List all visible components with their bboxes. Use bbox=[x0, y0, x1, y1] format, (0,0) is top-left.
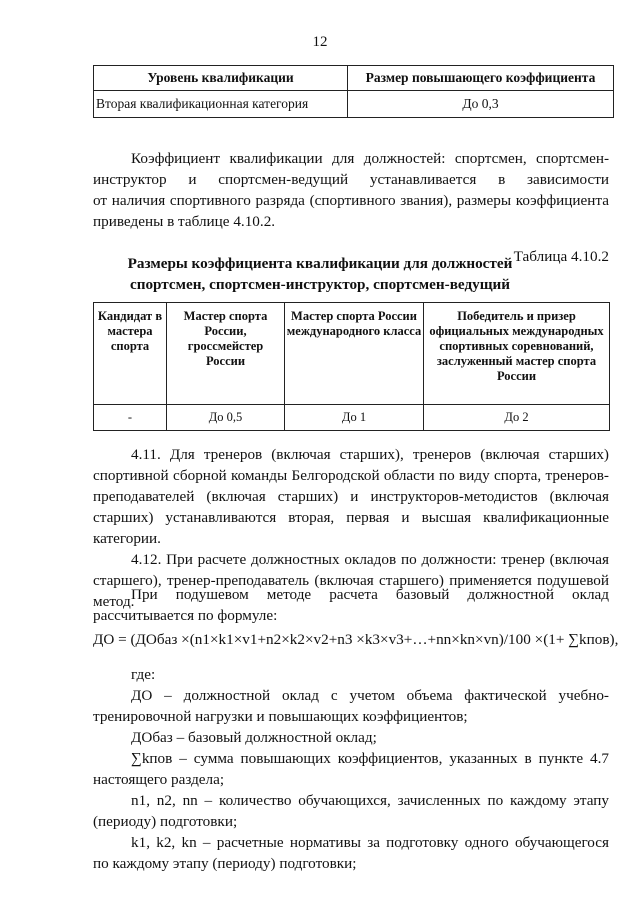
text-line: тренировочной нагрузки и повышающих коэффициентов; bbox=[93, 708, 468, 725]
table-cell: До 0,3 bbox=[348, 91, 614, 118]
text-line: 4.11. Для тренеров (включая старших), тренеров (включая старших) bbox=[131, 446, 609, 463]
text-line: спортивной сборной команды Белгородской области по виду спорта, тренеров- bbox=[93, 467, 609, 484]
text-line: (периоду) подготовки; bbox=[93, 813, 238, 830]
table-row bbox=[94, 91, 614, 118]
table-header-cell: Кандидат в мастера спорта bbox=[94, 303, 167, 405]
qualification-level-table bbox=[93, 65, 614, 118]
text-line: старшего), тренер-преподаватель (включая старшего) применяется подушевой bbox=[93, 572, 609, 589]
table-label: Таблица 4.10.2 bbox=[513, 248, 609, 265]
page-number: 12 bbox=[312, 34, 328, 50]
text-line: от наличия спортивного разряда (спортивного звания), размеры коэффициента bbox=[93, 192, 609, 209]
text-line: по каждому этапу (периоду) подготовки; bbox=[93, 855, 357, 872]
text-line: настоящего раздела; bbox=[93, 771, 225, 788]
text-line: Коэффициент квалификации для должностей: спортсмен, спортсмен- bbox=[131, 150, 609, 167]
definition-do-baz: ДОбаз – базовый должностной оклад; bbox=[131, 729, 377, 746]
table-cell: Вторая квалификационная категория bbox=[94, 91, 348, 118]
table-header-cell: Мастер спорта России, гроссмейстер России bbox=[167, 303, 285, 405]
salary-formula: ДО = (ДОбаз ×(n1×k1×v1+n2×k2×v2+n3 ×k3×v3+…+nn×kn×vn)/100 ×(1+ ∑kпов), bbox=[93, 631, 619, 648]
table-cell: - bbox=[94, 405, 167, 431]
text-line: ∑kпов – сумма повышающих коэффициентов, указанных в пункте 4.7 bbox=[131, 750, 609, 767]
table-caption-line: Размеры коэффициента квалификации для должностей bbox=[127, 255, 513, 272]
table-header-cell: Уровень квалификации bbox=[94, 66, 348, 91]
text-line: 4.12. При расчете должностных окладов по должности: тренер (включая bbox=[131, 551, 609, 568]
table-cell: До 0,5 bbox=[167, 405, 285, 431]
where-label: где: bbox=[131, 666, 156, 683]
sport-qualification-table bbox=[93, 302, 610, 431]
text-line: рассчитывается по формуле: bbox=[93, 607, 278, 624]
table-row bbox=[94, 405, 610, 431]
text-line: При подушевом методе расчета базовый должностной оклад bbox=[131, 586, 609, 603]
table-header-row bbox=[94, 303, 610, 405]
text-line: категории. bbox=[93, 530, 161, 547]
text-line: n1, n2, nn – количество обучающихся, зачисленных по каждому этапу bbox=[131, 792, 609, 809]
text-line: приведены в таблице 4.10.2. bbox=[93, 213, 276, 230]
text-line: k1, k2, kn – расчетные нормативы за подготовку одного обучающегося bbox=[131, 834, 609, 851]
table-header-cell: Размер повышающего коэффициента bbox=[348, 66, 614, 91]
text-line: метод. bbox=[93, 593, 135, 610]
table-header-cell: Победитель и призер официальных международных спортивных соревнований, заслуженный мастер спорта России bbox=[424, 303, 610, 405]
table-cell: До 2 bbox=[424, 405, 610, 431]
text-line: старших) устанавливаются вторая, первая и высшая квалификационные bbox=[93, 509, 609, 526]
text-line: ДО – должностной оклад с учетом объема фактической учебно- bbox=[131, 687, 609, 704]
text-line: инструктор и спортсмен-ведущий устанавливается в зависимости bbox=[93, 171, 609, 188]
table-header-cell: Мастер спорта России международного класса bbox=[285, 303, 424, 405]
text-line: преподавателей (включая старших) и инструкторов-методистов (включая bbox=[93, 488, 609, 505]
table-header-row bbox=[94, 66, 614, 91]
table-caption-line: спортсмен, спортсмен-инструктор, спортсмен-ведущий bbox=[129, 276, 511, 293]
table-cell: До 1 bbox=[285, 405, 424, 431]
